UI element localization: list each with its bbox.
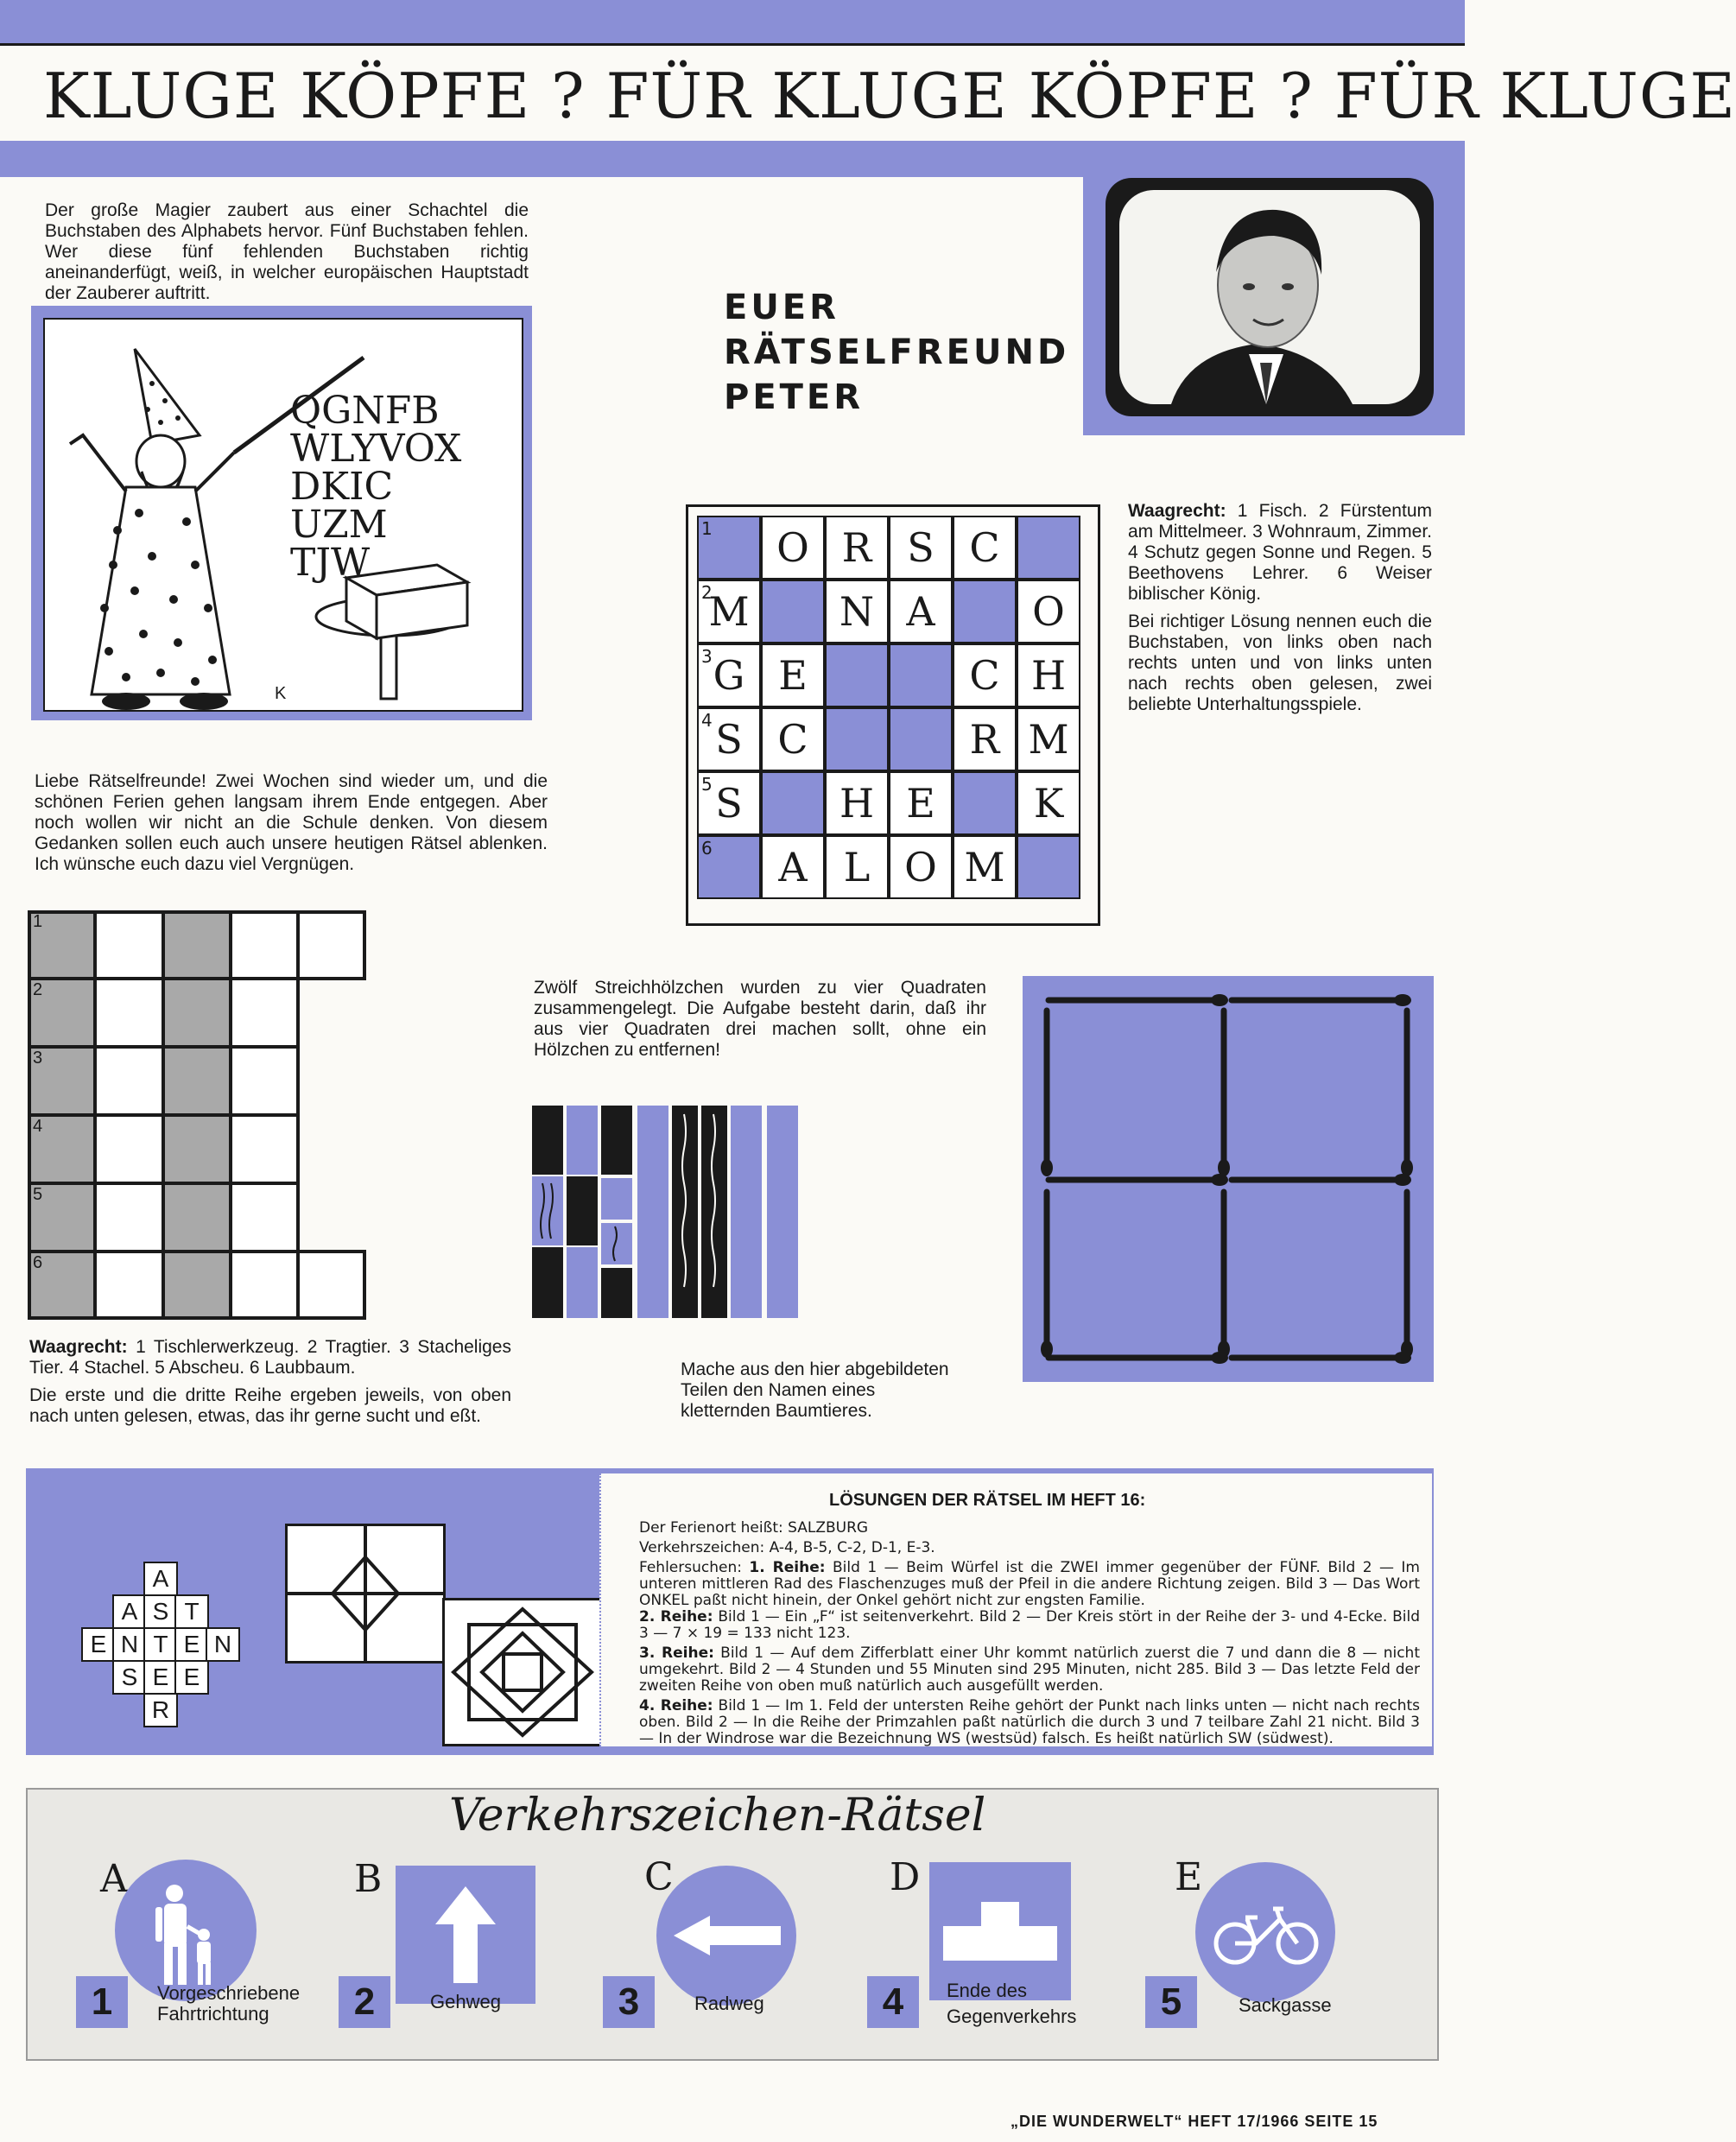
crossword-1-cell[interactable]: O	[761, 516, 825, 580]
answer-number-box: 5	[1145, 1976, 1197, 2028]
crossword-1-cell[interactable]	[1017, 835, 1080, 899]
crossword-1-clue-label: Waagrecht:	[1128, 501, 1226, 521]
matches-text: Zwölf Streichhölzchen wurden zu vier Quadraten zusammengelegt. Die Aufgabe besteht darin, daß ihr aus vier Quadraten drei machen sollt, ohne ein Hölzchen zu entfernen!	[534, 978, 986, 1060]
answer-number-box: 3	[603, 1976, 655, 2028]
solution-line-2: Verkehrszeichen: A-4, B-5, C-2, D-1, E-3.	[639, 1539, 935, 1556]
solution-line-1: Der Ferienort heißt: SALZBURG	[639, 1519, 869, 1537]
solution-cross-cell: S	[112, 1660, 147, 1695]
pieces-puzzle	[532, 1106, 826, 1318]
crossword-1-cell[interactable]: 5 S	[697, 771, 761, 835]
crossword-1-cell[interactable]: 3 G	[697, 643, 761, 707]
crossword-1-cell[interactable]: K	[1017, 771, 1080, 835]
crossword-1-cell[interactable]: N	[825, 580, 889, 643]
sign-letter: B	[354, 1857, 383, 1901]
crossword-2-number: 2	[33, 980, 43, 999]
solution-row-4: Bild 1 — Im 1. Feld der untersten Reihe gehört der Punkt nach links unten — nicht nach rechts oben. Bild 2 — In die Reihe der Primzahlen paßt natürlich die durch 3 und 7 teilbare Zahl 21 nicht. Bild 3 — In der Windrose war die Bezeichnung WS (westsüd) falsch. Es heißt natürlich SW (südwest).	[639, 1697, 1420, 1747]
crossword-1-cell[interactable]: 6	[697, 835, 761, 899]
solution-cross-cell: R	[143, 1693, 178, 1727]
crossword-1-cell[interactable]: O	[889, 835, 953, 899]
crossword-2-hint: Die erste und die dritte Reihe ergeben jeweils, von oben nach unten gelesen, etwas, das ihr gerne sucht und eßt.	[29, 1385, 511, 1426]
solution-letter-cross	[71, 1562, 252, 1726]
solution-figure-nested	[442, 1598, 603, 1746]
crossword-2	[28, 910, 373, 1320]
sign-arrow-up-icon	[396, 1866, 535, 2004]
solution-cross-cell: E	[174, 1660, 209, 1695]
solutions-panel: LÖSUNGEN DER RÄTSEL IM HEFT 16: Der Ferienort heißt: SALZBURG Verkehrszeichen: A-4, B-5, C-2, D-1, E-3. Fehlersuchen: 1. Reihe: Bild 1 — Beim Würfel ist die ZWEI immer gegenüber der FÜNF. Bild 2 — Im unteren mittleren Rad des Flaschenzuges muß der Pfeil in die andere Richtung zeigen. Bild 3 — Das Wort ONKEL paßt nicht hinein, der Onkel gehört nicht zur engsten Familie. 2. Reihe: Bild 1 — Ein „F“ ist seitenverkehrt. Bild 2 — Der Kreis stört in der Reihe der 3- und 4-Ecke. Bild 3 — 7 × 19 = 133 nicht 123. 3. Reihe: Bild 1 — Auf dem Zifferblatt einer Uhr kommt natürlich zuerst die 7 und dann die 8 — nicht umgekehrt. Bild 2 — 4 Stunden und 55 Minuten sind 295 Minuten, nicht 285. Bild 3 — Das letzte Feld der zweiten Reihe von oben muß natürlich auch ausgefüllt werden. 4. Reihe: Bild 1 — Im 1. Feld der untersten Reihe gehört der Punkt nach links unten — nicht nach rechts oben. Bild 2 — In die Reihe der Primzahlen paßt natürlich die durch 3 und 7 teilbare Zahl 21 nicht. Bild 3 — In der Windrose war die Bezeichnung WS (westsüd) falsch. Es heißt natürlich SW (südwest).	[599, 1473, 1432, 1746]
solution-figure-square	[285, 1524, 446, 1664]
crossword-1-grid	[697, 516, 1082, 901]
solutions-title: LÖSUNGEN DER RÄTSEL IM HEFT 16:	[829, 1491, 1146, 1510]
crossword-1-cell[interactable]	[953, 580, 1017, 643]
crossword-1-cell[interactable]: 1	[697, 516, 761, 580]
host-photo	[1119, 190, 1420, 404]
crossword-1-cell[interactable]	[825, 643, 889, 707]
solution-row-2: Bild 1 — Ein „F“ ist seitenverkehrt. Bild 2 — Der Kreis stört in der Reihe der 3- und 4-Ecke. Bild 3 — 7 × 19 = 133 nicht 123.	[639, 1608, 1420, 1642]
intro-text: Liebe Rätselfreunde! Zwei Wochen sind wieder um, und die schönen Ferien gehen langsam ihrem Ende entgegen. Aber noch wollen wir nicht an die Schule denken. Von diesem Gedanken sollen euch auch unsere heutigen Rätsel ablenken. Ich wünsche euch dazu viel Vergnügen.	[35, 771, 548, 874]
solution-row-1: Bild 1 — Beim Würfel ist die ZWEI immer gegenüber der FÜNF. Bild 2 — Im unteren mittleren Rad des Flaschenzuges muß der Pfeil in die andere Richtung zeigen. Bild 3 — Das Wort ONKEL paßt nicht hinein, der Onkel gehört nicht zur engsten Familie.	[639, 1559, 1420, 1609]
crossword-2-clue-label: Waagrecht:	[29, 1337, 128, 1357]
answer-label: Sackgasse	[1239, 1994, 1332, 2016]
host-title: EUER RÄTSELFREUND PETER	[724, 288, 1070, 417]
crossword-1-cell[interactable]	[761, 771, 825, 835]
solution-row-3: Bild 1 — Auf dem Zifferblatt einer Uhr kommt natürlich zuerst die 7 und dann die 8 — nicht umgekehrt. Bild 2 — 4 Stunden und 55 Minuten sind 295 Minuten, nicht 285. Bild 3 — Das letzte Feld der zweiten Reihe von oben muß natürlich auch ausgefüllt werden.	[639, 1645, 1420, 1695]
crossword-1-cell[interactable]: 4 S	[697, 707, 761, 771]
crossword-1-cell[interactable]	[761, 580, 825, 643]
crossword-1-cell[interactable]: C	[761, 707, 825, 771]
crossword-1	[686, 504, 1100, 926]
crossword-1-cell[interactable]: R	[825, 516, 889, 580]
sign-letter: C	[644, 1855, 674, 1899]
crossword-1-cell[interactable]: A	[761, 835, 825, 899]
banner-title: KLUGE KÖPFE ? FÜR KLUGE KÖPFE ? FÜR KLUGE	[43, 60, 1736, 132]
crossword-2-number: 1	[33, 912, 43, 931]
crossword-1-cell[interactable]	[825, 707, 889, 771]
solution-cross-cell: N	[112, 1627, 147, 1662]
crossword-1-cell[interactable]: M	[1017, 707, 1080, 771]
crossword-1-cell[interactable]: S	[889, 516, 953, 580]
answer-label: Ende des Gegenverkehrs	[947, 1980, 1077, 2027]
sign-letter: E	[1175, 1855, 1203, 1899]
matchstick-puzzle	[1023, 976, 1434, 1382]
solution-cross-cell: T	[143, 1627, 178, 1662]
magician-illustration	[31, 306, 532, 720]
solution-cross-cell: E	[143, 1660, 178, 1695]
traffic-title: Verkehrszeichen-Rätsel	[449, 1790, 986, 1841]
sign-bicycle-icon	[1194, 1860, 1337, 2004]
crossword-2-number: 4	[33, 1117, 43, 1136]
magician-letters: QGNFB WLYVOX DKIC UZM TJW	[290, 389, 462, 585]
crossword-1-cell[interactable]	[889, 643, 953, 707]
crossword-1-cell[interactable]	[1017, 516, 1080, 580]
answer-label: Vorgeschriebene Fahrtrichtung	[157, 1982, 301, 2025]
answer-number-box: 4	[867, 1976, 919, 2028]
solution-cross-cell: S	[143, 1594, 178, 1629]
crossword-1-cell[interactable]: C	[953, 516, 1017, 580]
solution-cross-cell: A	[143, 1562, 178, 1596]
solution-cross-cell: T	[174, 1594, 209, 1629]
crossword-1-cell[interactable]	[889, 707, 953, 771]
crossword-1-cell[interactable]: A	[889, 580, 953, 643]
crossword-2-number: 3	[33, 1049, 43, 1068]
sign-letter: A	[100, 1857, 128, 1901]
crossword-1-cell[interactable]: O	[1017, 580, 1080, 643]
crossword-1-cell[interactable]: E	[761, 643, 825, 707]
illustrator-signature: K	[275, 684, 287, 703]
answer-number-box: 1	[76, 1976, 128, 2028]
answer-label: Gehweg	[430, 1991, 501, 2012]
crossword-1-clues: Waagrecht: 1 Fisch. 2 Fürstentum am Mittelmeer. 3 Wohnraum, Zimmer. 4 Schutz gegen Sonne und Regen. 5 Beethovens Lehrer. 6 Weiser biblischer König. Bei richtiger Lösung nennen euch die Buchstaben, von links oben nach rechts unten und von links unten nach rechts oben gelesen, zwei beliebte Unterhaltungsspiele.	[1128, 501, 1432, 714]
solution-cross-cell: N	[206, 1627, 240, 1662]
magician-text: Der große Magier zaubert aus einer Schachtel die Buchstaben des Alphabets hervor. Fünf Buchstaben fehlen. Wer diese fünf fehlenden Buchstaben richtig aneinanderfügt, weiß, in welcher europäischen Hauptstadt der Zauberer auftritt.	[45, 200, 529, 303]
solution-cross-cell: E	[81, 1627, 116, 1662]
banner-top-stripe	[0, 0, 1465, 43]
crossword-2-number: 6	[33, 1253, 43, 1272]
crossword-1-cell[interactable]	[953, 771, 1017, 835]
page-footer: „DIE WUNDERWELT“ HEFT 17/1966 SEITE 15	[1011, 2113, 1378, 2130]
crossword-1-cell[interactable]: E	[889, 771, 953, 835]
crossword-1-cell[interactable]: H	[825, 771, 889, 835]
crossword-1-cell[interactable]: M	[953, 835, 1017, 899]
crossword-1-hint: Bei richtiger Lösung nennen euch die Buchstaben, von links oben nach rechts unten und von links unten nach rechts oben gelesen, zwei beliebte Unterhaltungsspiele.	[1128, 612, 1432, 714]
answer-label: Radweg	[694, 1993, 764, 2014]
crossword-1-cell[interactable]: R	[953, 707, 1017, 771]
crossword-2-number: 5	[33, 1185, 43, 1204]
crossword-2-clues: Waagrecht: 1 Tischlerwerkzeug. 2 Tragtier. 3 Stacheliges Tier. 4 Stachel. 5 Abscheu. 6 Laubbaum. Die erste und die dritte Reihe ergeben jeweils, von oben nach unten gelesen, etwas, das ihr gerne sucht und eßt.	[29, 1337, 511, 1426]
crossword-1-cell[interactable]: H	[1017, 643, 1080, 707]
solution-cross-cell: E	[174, 1627, 209, 1662]
crossword-1-cell[interactable]: 2 M	[697, 580, 761, 643]
pieces-text: Mache aus den hier abgebildeten Teilen den Namen eines kletternden Baumtieres.	[681, 1359, 949, 1421]
sign-letter: D	[890, 1855, 921, 1899]
crossword-1-cell[interactable]: L	[825, 835, 889, 899]
crossword-1-cell[interactable]: C	[953, 643, 1017, 707]
solution-line-3: Fehlersuchen:	[639, 1559, 742, 1576]
answer-number-box: 2	[339, 1976, 390, 2028]
sign-arrow-left-icon	[655, 1864, 798, 2007]
solution-cross-cell: A	[112, 1594, 147, 1629]
